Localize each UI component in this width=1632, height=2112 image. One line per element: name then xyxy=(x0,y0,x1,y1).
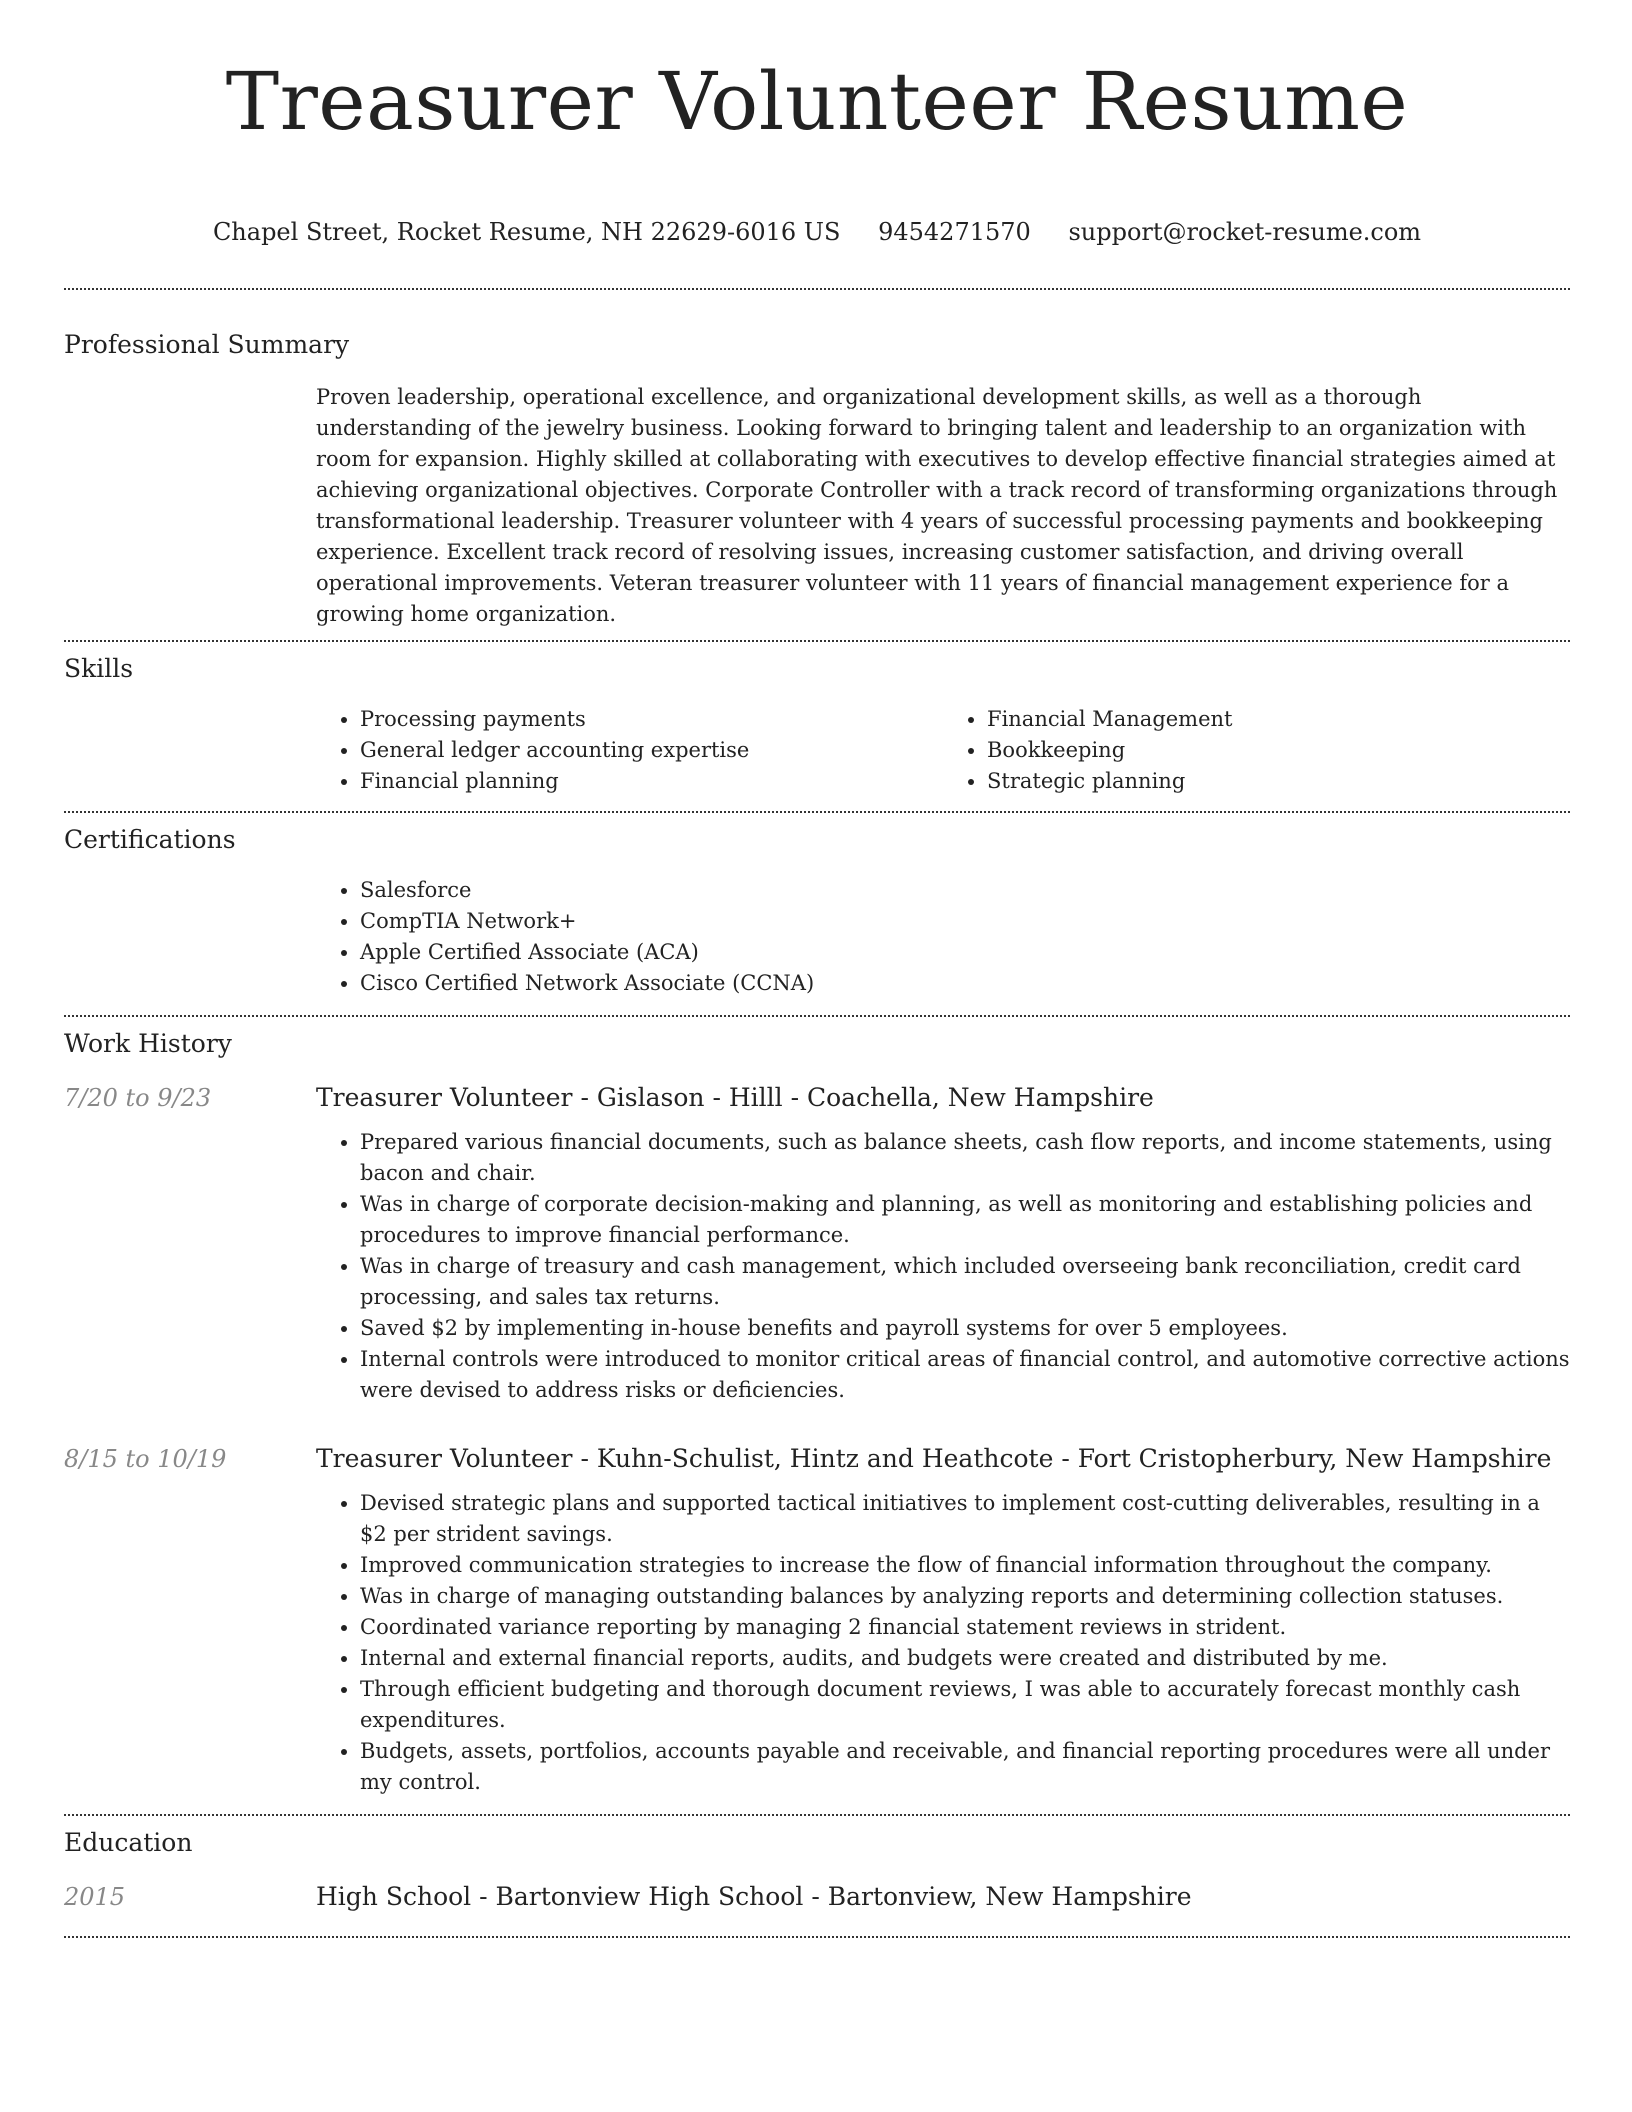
skills-list xyxy=(316,704,1570,797)
contact-phone: 9454271570 xyxy=(878,218,1031,246)
divider xyxy=(64,1936,1570,1938)
list-item: • Was in charge of managing outstanding balances by analyzing reports and determining collection statuses. xyxy=(360,1581,1570,1612)
job-title: Treasurer Volunteer - Kuhn-Schulist, Hintz and Heathcote - Fort Cristopherbury, New Hampshire xyxy=(316,1444,1552,1473)
job-bullets xyxy=(316,1127,1570,1406)
list-item: • Strategic planning xyxy=(987,766,1570,797)
list-item: • Improved communication strategies to increase the flow of financial information throughout the company. xyxy=(360,1550,1570,1581)
list-item: • Internal and external financial reports, audits, and budgets were created and distributed by me. xyxy=(360,1643,1570,1674)
resume-page xyxy=(64,0,1570,1938)
job-dates: 8/15 to 10/19 xyxy=(64,1445,227,1473)
resume-title: Treasurer Volunteer Resume xyxy=(225,55,1409,148)
work-history-section xyxy=(64,1017,1570,1798)
job-bullets xyxy=(316,1488,1570,1798)
list-item: • Salesforce xyxy=(360,875,1570,906)
contact-line xyxy=(64,216,1570,248)
list-item: • Cisco Certified Network Associate (CCNA) xyxy=(360,968,1570,999)
summary-text: Proven leadership, operational excellence, and organizational development skills, as well as a thorough understanding of the jewelry business. Looking forward to bringing talent and leadership to an organization with room for expansion. Highly skilled at collaborating with executives to develop effective financial strategies aimed at achieving organizational objectives. Corporate Controller with a track record of transforming organizations through transformational leadership. Treasurer volunteer with 4 years of successful processing payments and bookkeeping experience. Excellent track record of resolving issues, increasing customer satisfaction, and driving overall operational improvements. Veteran treasurer volunteer with 11 years of financial management experience for a growing home organization. xyxy=(316,385,1558,626)
summary-section xyxy=(64,290,1570,630)
list-item: • Was in charge of treasury and cash management, which included overseeing bank reconciliation, credit card processing, and sales tax returns. xyxy=(360,1251,1570,1313)
skills-section xyxy=(64,642,1570,797)
job-title: Treasurer Volunteer - Gislason - Hilll - Coachella, New Hampshire xyxy=(316,1083,1154,1112)
list-item: • Financial Management xyxy=(987,704,1570,735)
skills-column-right xyxy=(943,704,1570,797)
list-item: • Processing payments xyxy=(360,704,943,735)
list-item: • Prepared various financial documents, such as balance sheets, cash flow reports, and income statements, using bacon and chair. xyxy=(360,1127,1570,1189)
skills-column-left xyxy=(316,704,943,797)
list-item: • Coordinated variance reporting by managing 2 financial statement reviews in strident. xyxy=(360,1612,1570,1643)
list-item: • General ledger accounting expertise xyxy=(360,735,943,766)
education-entry xyxy=(64,1880,1570,1914)
job-dates: 7/20 to 9/23 xyxy=(64,1084,212,1112)
education-heading: Education xyxy=(64,1828,193,1857)
education-year: 2015 xyxy=(64,1883,126,1911)
list-item: • Bookkeeping xyxy=(987,735,1570,766)
contact-email: support@rocket-resume.com xyxy=(1068,218,1422,246)
list-item: • Was in charge of corporate decision-making and planning, as well as monitoring and establishing policies and procedures to improve financial performance. xyxy=(360,1189,1570,1251)
list-item: • CompTIA Network+ xyxy=(360,906,1570,937)
certifications-section xyxy=(64,813,1570,999)
certifications-list xyxy=(316,875,1570,999)
job-entry xyxy=(64,1081,1570,1406)
list-item: • Financial planning xyxy=(360,766,943,797)
list-item: • Budgets, assets, portfolios, accounts payable and receivable, and financial reporting procedures were all under my control. xyxy=(360,1736,1570,1798)
certifications-heading: Certifications xyxy=(64,825,236,854)
list-item: • Saved $2 by implementing in-house benefits and payroll systems for over 5 employees. xyxy=(360,1313,1570,1344)
education-title: High School - Bartonview High School - Bartonview, New Hampshire xyxy=(316,1882,1192,1911)
education-section xyxy=(64,1816,1570,1914)
job-entry xyxy=(64,1442,1570,1798)
work-history-heading: Work History xyxy=(64,1029,232,1058)
list-item: • Devised strategic plans and supported tactical initiatives to implement cost-cutting deliverables, resulting in a $2 per strident savings. xyxy=(360,1488,1570,1550)
skills-heading: Skills xyxy=(64,654,134,683)
list-item: • Through efficient budgeting and thorough document reviews, I was able to accurately forecast monthly cash expenditures. xyxy=(360,1674,1570,1736)
list-item: • Internal controls were introduced to monitor critical areas of financial control, and automotive corrective actions were devised to address risks or deficiencies. xyxy=(360,1344,1570,1406)
contact-address: Chapel Street, Rocket Resume, NH 22629-6016 US xyxy=(212,218,841,246)
list-item: • Apple Certified Associate (ACA) xyxy=(360,937,1570,968)
summary-heading: Professional Summary xyxy=(64,330,350,359)
